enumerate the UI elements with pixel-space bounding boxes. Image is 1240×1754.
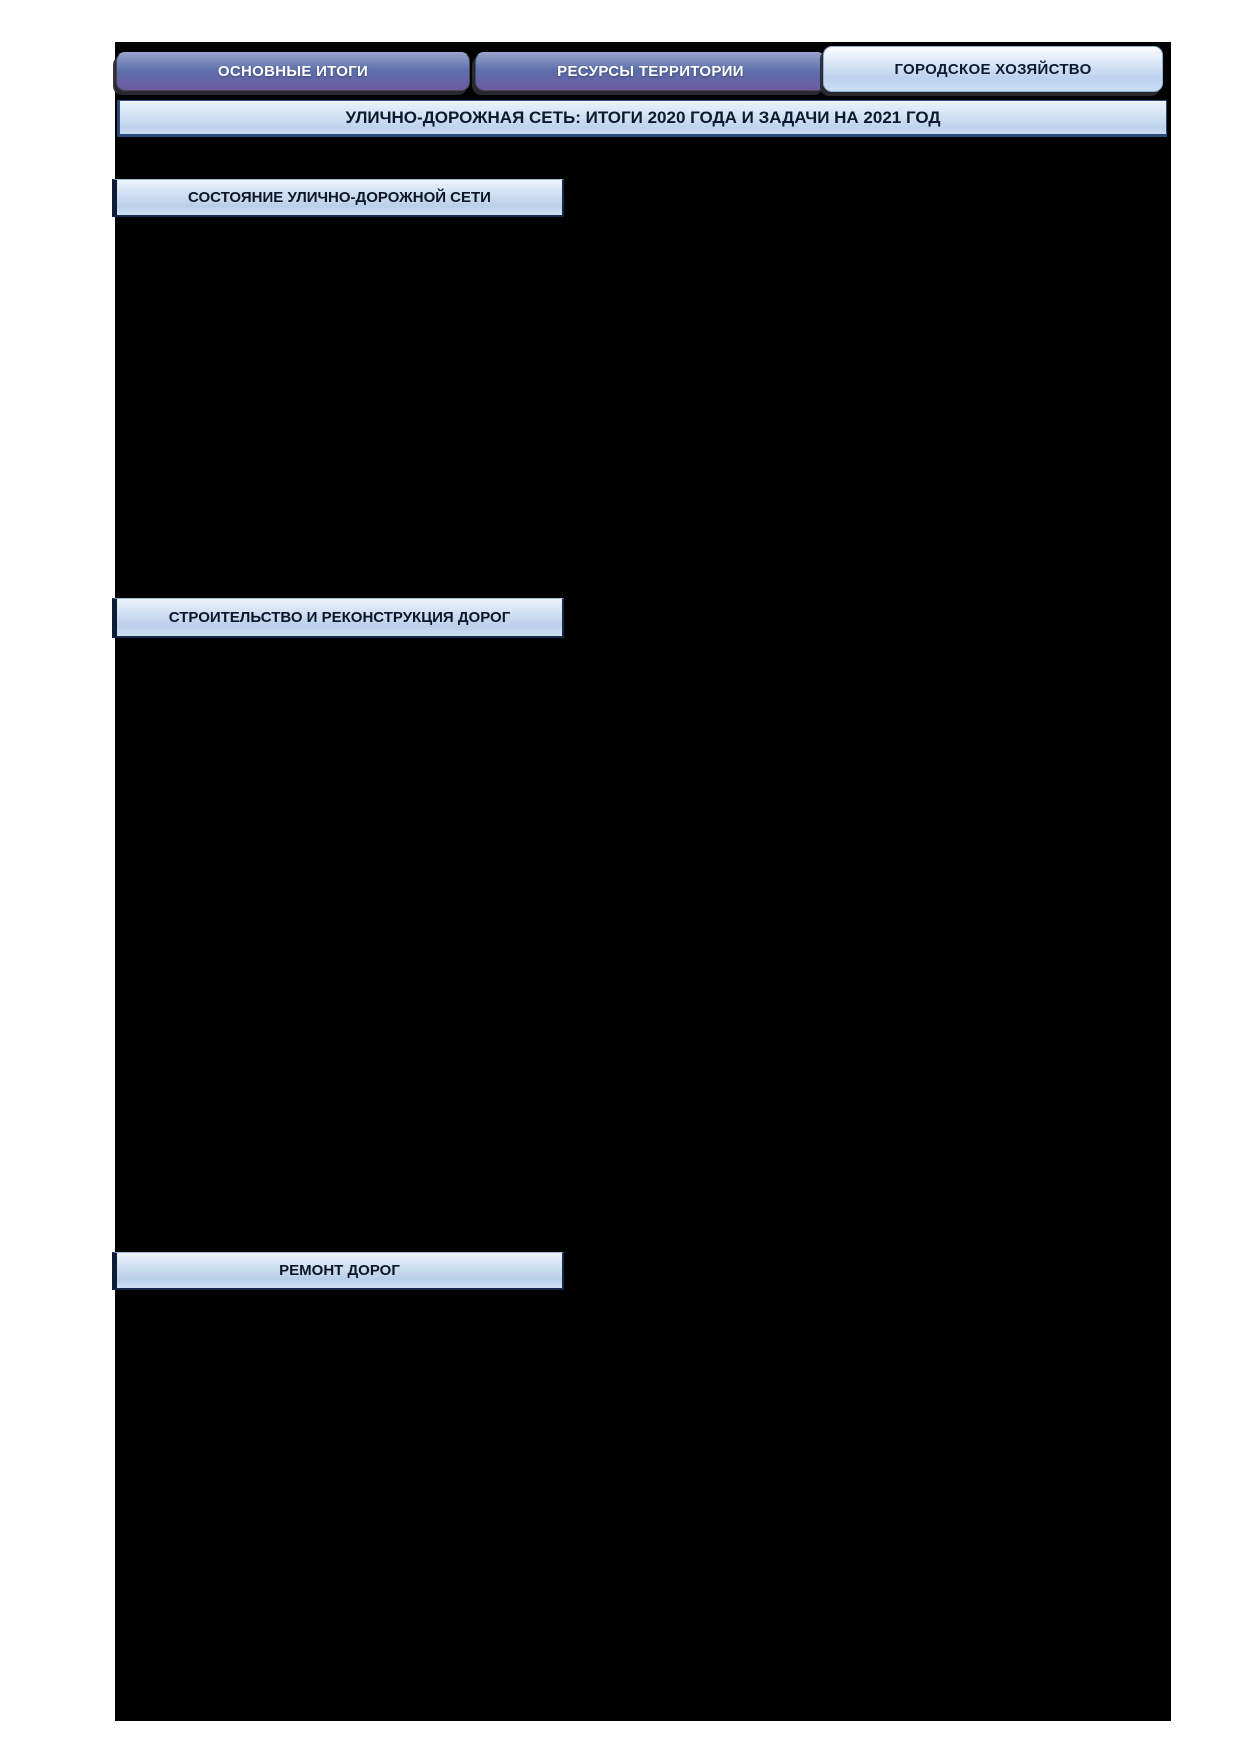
tab-territory-resources-label: РЕСУРСЫ ТЕРРИТОРИИ [557, 63, 744, 80]
section-header-road-construction [112, 598, 564, 638]
tab-main-results-label: ОСНОВНЫЕ ИТОГИ [217, 63, 369, 80]
section-header-label: СОСТОЯНИЕ УЛИЧНО-ДОРОЖНОЙ СЕТИ [188, 189, 491, 206]
tab-main-results[interactable] [116, 52, 470, 91]
slide-background [115, 42, 1171, 1721]
section-header-road-repair [112, 1252, 564, 1290]
section-header-label: СТРОИТЕЛЬСТВО И РЕКОНСТРУКЦИЯ ДОРОГ [168, 609, 511, 626]
tab-territory-resources[interactable] [475, 52, 826, 91]
section-header-road-network-state [112, 179, 564, 217]
section-header-label: РЕМОНТ ДОРОГ [279, 1262, 400, 1279]
tab-city-economy-label: ГОРОДСКОЕ ХОЗЯЙСТВО [894, 60, 1092, 78]
tab-city-economy[interactable] [823, 46, 1163, 92]
page-title-banner [117, 100, 1167, 137]
page-title: УЛИЧНО-ДОРОЖНАЯ СЕТЬ: ИТОГИ 2020 ГОДА И ЗАДАЧИ НА 2021 ГОД [345, 107, 941, 127]
